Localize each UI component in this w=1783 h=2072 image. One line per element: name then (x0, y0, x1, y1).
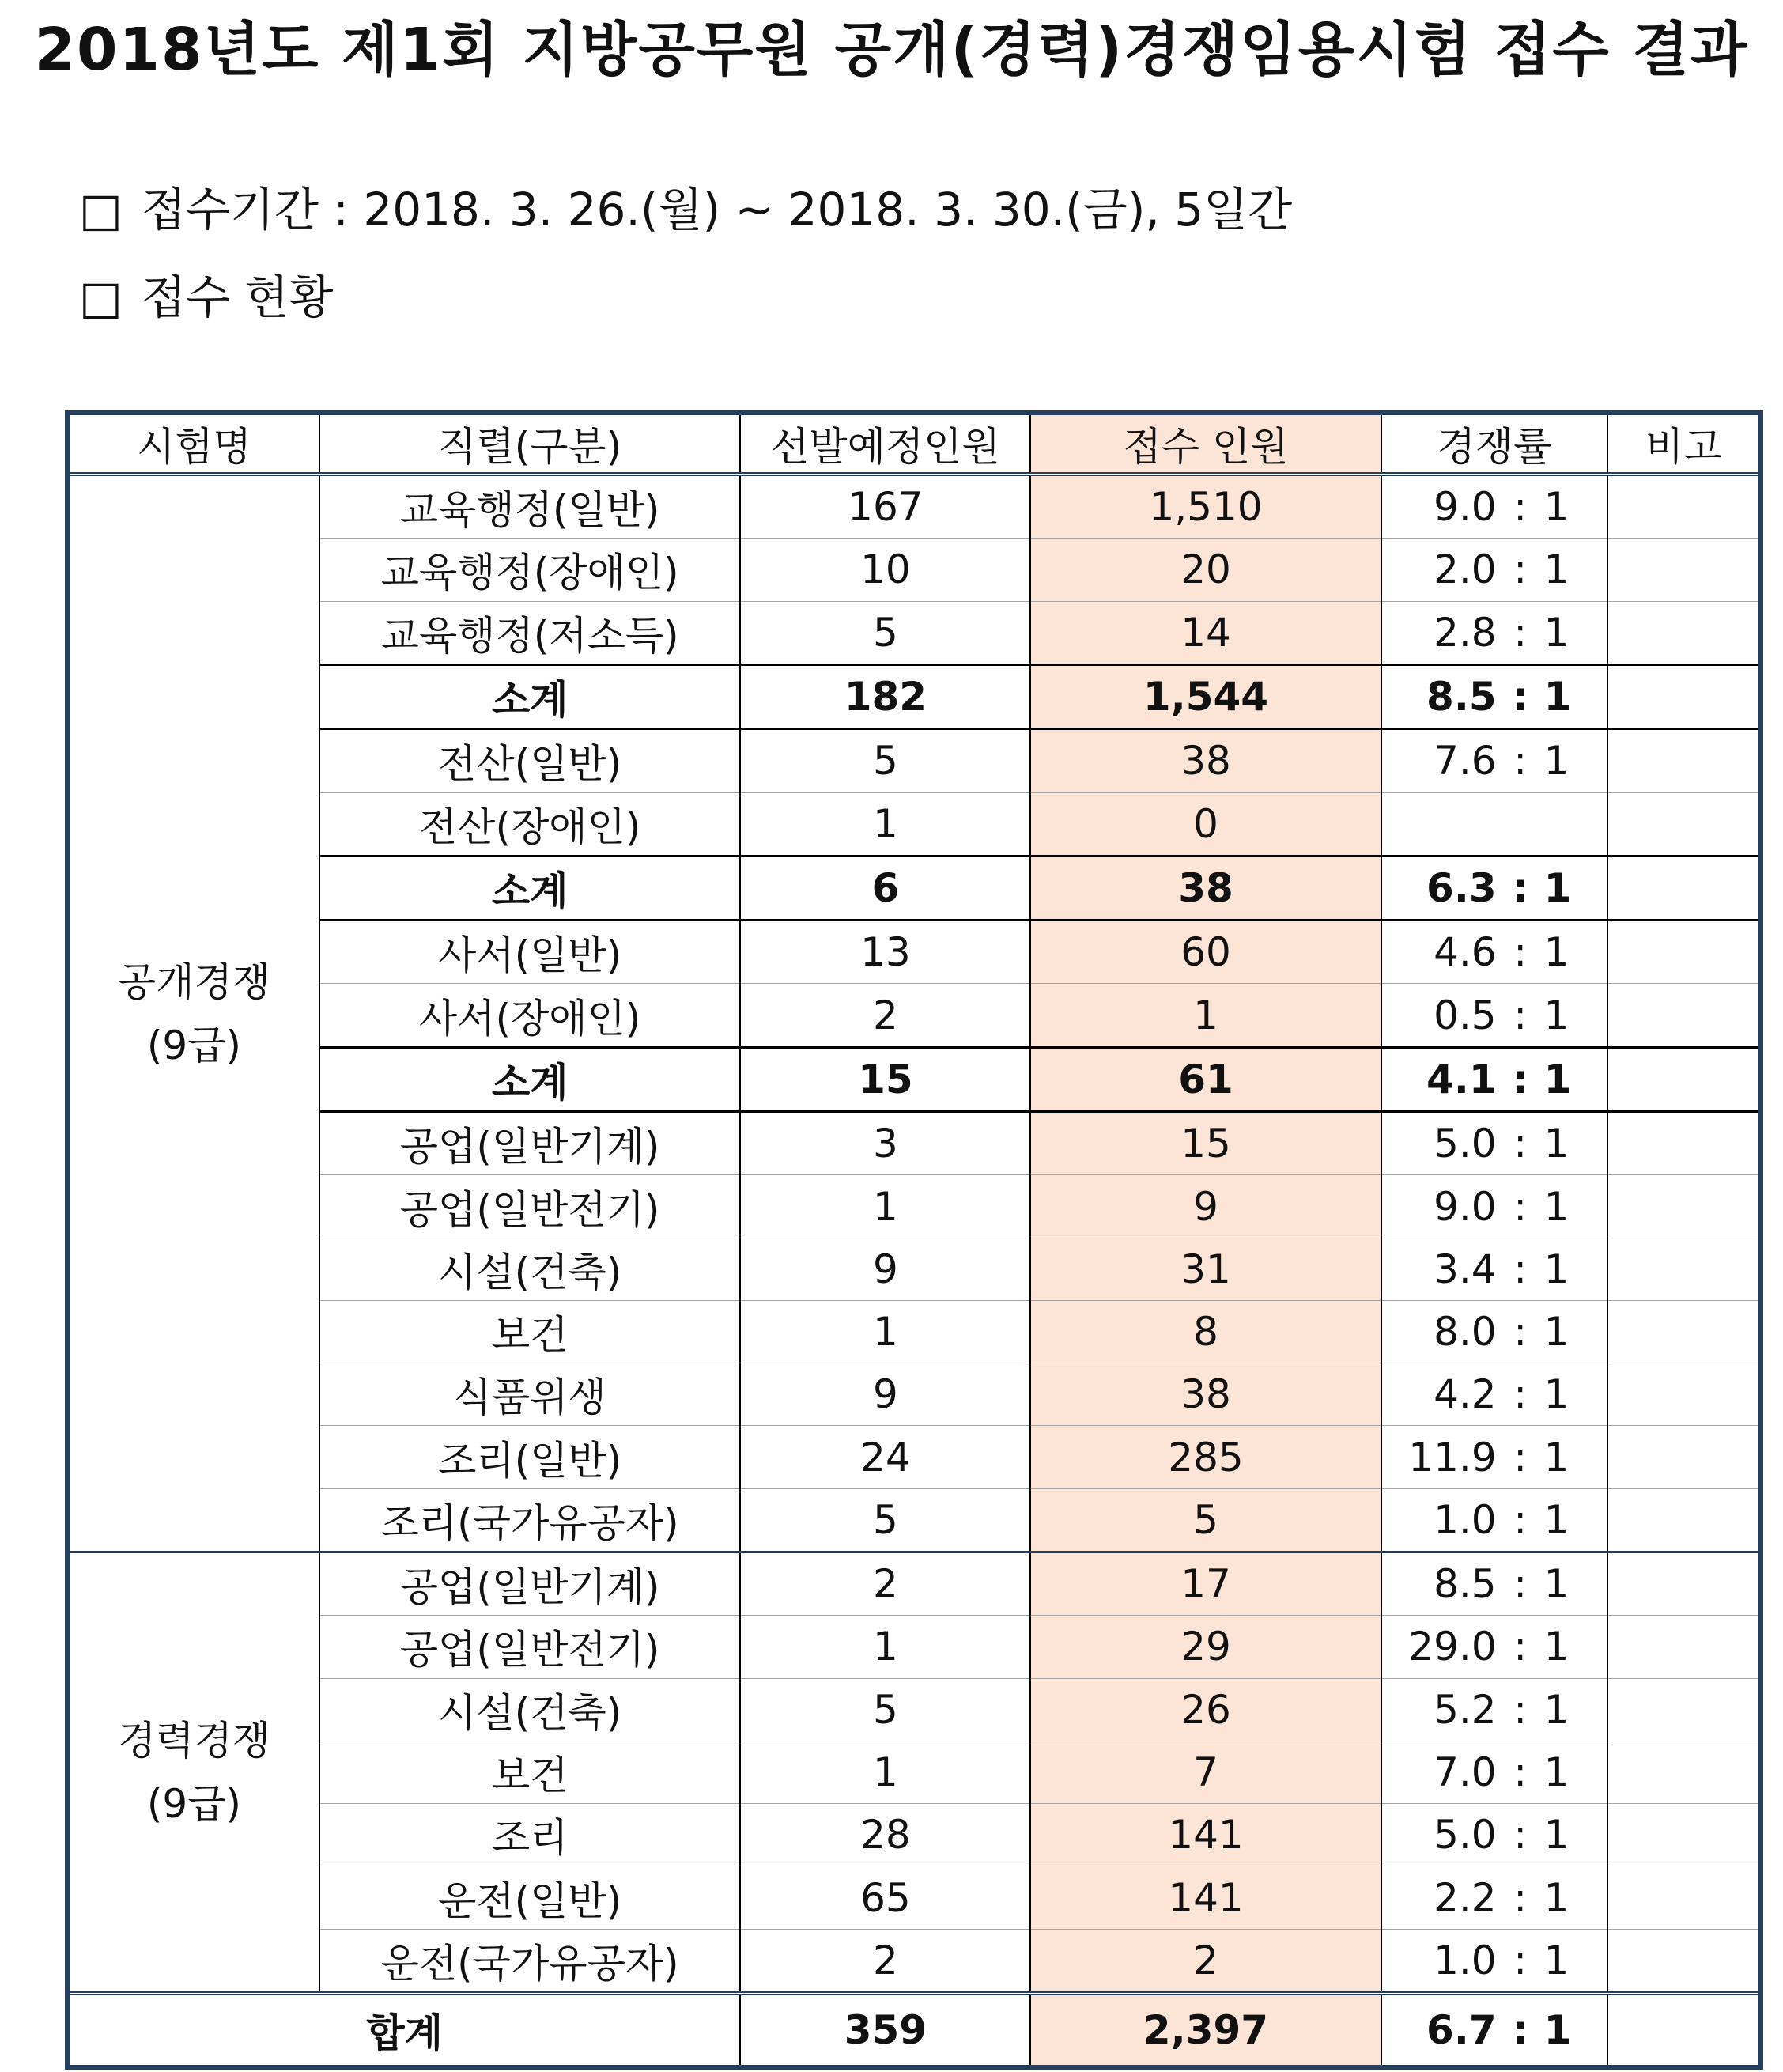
job-type-cell: 전산(장애인) (319, 792, 740, 856)
status-line (79, 266, 333, 329)
ratio-cell (1381, 601, 1608, 664)
ratio-cell (1381, 1175, 1608, 1238)
ratio-cell (1381, 792, 1608, 856)
table-row (67, 921, 1761, 984)
applied-cell: 38 (1030, 856, 1381, 920)
total-remarks (1607, 1994, 1761, 2067)
applied-cell: 15 (1030, 1112, 1381, 1175)
table-row (67, 475, 1761, 539)
planned-cell: 5 (740, 601, 1030, 664)
ratio-colon: : (1512, 865, 1528, 912)
job-type-cell: 공업(일반전기) (319, 1175, 740, 1238)
planned-cell: 24 (740, 1426, 1030, 1488)
applied-cell: 20 (1030, 539, 1381, 601)
table-row (67, 1678, 1761, 1741)
ratio-rhs: 1 (1543, 1874, 1570, 1921)
planned-cell: 167 (740, 475, 1030, 539)
subtotal-label: 소계 (319, 664, 740, 728)
applied-cell: 26 (1030, 1678, 1381, 1741)
ratio-value: 5.2 (1434, 1686, 1497, 1733)
ratio-value: 1.0 (1434, 1937, 1497, 1983)
ratio-cell (1381, 1112, 1608, 1175)
planned-cell: 6 (740, 856, 1030, 920)
remarks-cell (1607, 1741, 1761, 1803)
ratio-value: 2.8 (1434, 609, 1497, 656)
table-row (67, 1426, 1761, 1488)
remarks-cell (1607, 1866, 1761, 1929)
ratio-cell (1381, 1929, 1608, 1993)
planned-cell: 5 (740, 729, 1030, 792)
planned-cell: 1 (740, 1300, 1030, 1363)
table-row (67, 539, 1761, 601)
planned-cell: 2 (740, 984, 1030, 1047)
remarks-cell (1607, 664, 1761, 728)
remarks-cell (1607, 1488, 1761, 1552)
table-row (67, 1804, 1761, 1866)
ratio-value: 0.5 (1434, 992, 1497, 1038)
ratio-value: 6.7 (1426, 2007, 1497, 2053)
ratio-rhs: 1 (1543, 865, 1572, 912)
applied-cell: 9 (1030, 1175, 1381, 1238)
ratio-colon: : (1513, 1749, 1528, 1795)
results-table (65, 410, 1763, 2070)
job-type-cell: 공업(일반기계) (319, 1112, 740, 1175)
ratio-value: 8.0 (1434, 1309, 1497, 1355)
ratio-colon: : (1513, 609, 1528, 656)
ratio-cell (1381, 1678, 1608, 1741)
ratio-colon: : (1513, 1686, 1528, 1733)
applied-cell: 1 (1030, 984, 1381, 1047)
ratio-cell (1381, 1426, 1608, 1488)
job-type-cell: 교육행정(일반) (319, 475, 740, 539)
header-remarks: 비고 (1607, 413, 1761, 475)
ratio-colon: : (1513, 929, 1528, 976)
ratio-colon: : (1512, 2007, 1528, 2053)
ratio-cell (1381, 1238, 1608, 1300)
ratio-cell (1381, 1804, 1608, 1866)
total-applied: 2,397 (1030, 1994, 1381, 2067)
ratio-rhs: 1 (1543, 738, 1570, 785)
ratio-value: 7.6 (1434, 738, 1497, 785)
ratio-rhs: 1 (1543, 609, 1570, 656)
planned-cell: 65 (740, 1866, 1030, 1929)
ratio-cell (1381, 664, 1608, 728)
ratio-cell (1381, 921, 1608, 984)
header-planned: 선발예정인원 (740, 413, 1030, 475)
applied-cell: 31 (1030, 1238, 1381, 1300)
page-title: 2018년도 제1회 지방공무원 공개(경력)경쟁임용시험 접수 결과 (34, 16, 1749, 84)
job-type-cell: 사서(일반) (319, 921, 740, 984)
ratio-value: 8.5 (1426, 674, 1497, 720)
ratio-value: 9.0 (1434, 1183, 1497, 1230)
planned-cell: 5 (740, 1678, 1030, 1741)
ratio-rhs: 1 (1543, 1309, 1570, 1355)
remarks-cell (1607, 856, 1761, 920)
exam-group-grade: (9급) (146, 1781, 242, 1828)
job-type-cell: 운전(국가유공자) (319, 1929, 740, 1993)
ratio-colon: : (1513, 1624, 1528, 1670)
checkbox-square-icon: □ (79, 270, 123, 324)
ratio-value: 7.0 (1434, 1749, 1497, 1795)
ratio-rhs: 1 (1543, 1624, 1570, 1670)
table-row (67, 1238, 1761, 1300)
remarks-cell (1607, 792, 1761, 856)
ratio-rhs: 1 (1543, 1561, 1570, 1608)
applied-cell: 7 (1030, 1741, 1381, 1803)
ratio-rhs: 1 (1543, 1749, 1570, 1795)
subtotal-label: 소계 (319, 1047, 740, 1111)
table-row (67, 1175, 1761, 1238)
remarks-cell (1607, 1175, 1761, 1238)
applied-cell: 60 (1030, 921, 1381, 984)
job-type-cell: 보건 (319, 1300, 740, 1363)
total-label: 합계 (67, 1994, 740, 2067)
planned-cell: 1 (740, 792, 1030, 856)
remarks-cell (1607, 1929, 1761, 1993)
ratio-value: 1.0 (1434, 1496, 1497, 1543)
checkbox-square-icon: □ (79, 183, 123, 236)
remarks-cell (1607, 601, 1761, 664)
remarks-cell (1607, 1047, 1761, 1111)
ratio-rhs: 1 (1543, 929, 1570, 976)
planned-cell: 9 (740, 1238, 1030, 1300)
table-row (67, 1300, 1761, 1363)
header-applied: 접수 인원 (1030, 413, 1381, 475)
planned-cell: 15 (740, 1047, 1030, 1111)
ratio-rhs: 1 (1543, 1434, 1570, 1480)
ratio-rhs: 1 (1543, 1686, 1570, 1733)
table-row (67, 792, 1761, 856)
remarks-cell (1607, 1804, 1761, 1866)
ratio-colon: : (1513, 546, 1528, 593)
table-row (67, 729, 1761, 792)
planned-cell: 1 (740, 1175, 1030, 1238)
applied-cell: 38 (1030, 729, 1381, 792)
ratio-colon: : (1512, 1056, 1528, 1102)
applied-cell: 1,510 (1030, 475, 1381, 539)
ratio-cell (1381, 729, 1608, 792)
applied-cell: 5 (1030, 1488, 1381, 1552)
ratio-colon: : (1513, 1434, 1528, 1480)
ratio-cell (1381, 984, 1608, 1047)
applied-cell: 61 (1030, 1047, 1381, 1111)
header-job-type: 직렬(구분) (319, 413, 740, 475)
ratio-rhs: 1 (1543, 484, 1570, 531)
remarks-cell (1607, 729, 1761, 792)
planned-cell: 182 (740, 664, 1030, 728)
ratio-colon: : (1513, 738, 1528, 785)
ratio-rhs: 1 (1543, 1183, 1570, 1230)
subtotal-row (67, 664, 1761, 728)
ratio-value: 2.0 (1434, 546, 1497, 593)
planned-cell: 9 (740, 1363, 1030, 1426)
planned-cell: 5 (740, 1488, 1030, 1552)
ratio-value: 6.3 (1426, 865, 1497, 912)
applied-cell: 0 (1030, 792, 1381, 856)
exam-group-name: 경력경쟁 (117, 1718, 271, 1764)
remarks-cell (1607, 1112, 1761, 1175)
job-type-cell: 시설(건축) (319, 1678, 740, 1741)
job-type-cell: 시설(건축) (319, 1238, 740, 1300)
applied-cell: 1,544 (1030, 664, 1381, 728)
table-row (67, 984, 1761, 1047)
ratio-rhs: 1 (1543, 2007, 1572, 2053)
ratio-value: 9.0 (1434, 484, 1497, 531)
period-line (79, 178, 1292, 241)
ratio-cell (1381, 1300, 1608, 1363)
ratio-value: 4.1 (1426, 1056, 1497, 1102)
ratio-colon: : (1513, 1496, 1528, 1543)
job-type-cell: 조리(국가유공자) (319, 1488, 740, 1552)
job-type-cell: 조리(일반) (319, 1426, 740, 1488)
planned-cell: 28 (740, 1804, 1030, 1866)
table-row (67, 1929, 1761, 1993)
total-planned: 359 (740, 1994, 1030, 2067)
table-row (67, 1741, 1761, 1803)
ratio-colon: : (1513, 1246, 1528, 1292)
ratio-cell (1381, 1363, 1608, 1426)
ratio-rhs: 1 (1543, 1371, 1570, 1418)
ratio-cell (1381, 856, 1608, 920)
applied-cell: 17 (1030, 1552, 1381, 1616)
ratio-cell (1381, 1616, 1608, 1678)
applied-cell: 38 (1030, 1363, 1381, 1426)
ratio-cell (1381, 1047, 1608, 1111)
exam-group-cell (67, 1552, 319, 1994)
ratio-cell (1381, 475, 1608, 539)
ratio-colon: : (1513, 1121, 1528, 1167)
ratio-colon: : (1513, 1937, 1528, 1983)
job-type-cell: 교육행정(장애인) (319, 539, 740, 601)
ratio-rhs: 1 (1543, 1812, 1570, 1858)
table-row (67, 1112, 1761, 1175)
ratio-value: 5.0 (1434, 1812, 1497, 1858)
table-row (67, 1616, 1761, 1678)
ratio-value: 29.0 (1408, 1624, 1497, 1670)
exam-group-cell (67, 475, 319, 1552)
remarks-cell (1607, 1363, 1761, 1426)
ratio-value: 5.0 (1434, 1121, 1497, 1167)
ratio-rhs: 1 (1543, 546, 1570, 593)
job-type-cell: 조리 (319, 1804, 740, 1866)
exam-group-name: 공개경쟁 (117, 958, 271, 1005)
applied-cell: 141 (1030, 1804, 1381, 1866)
header-exam-name: 시험명 (67, 413, 319, 475)
planned-cell: 1 (740, 1741, 1030, 1803)
subtotal-row (67, 856, 1761, 920)
remarks-cell (1607, 475, 1761, 539)
job-type-cell: 사서(장애인) (319, 984, 740, 1047)
ratio-cell (1381, 1994, 1608, 2067)
ratio-rhs: 1 (1543, 1937, 1570, 1983)
ratio-rhs: 1 (1543, 1496, 1570, 1543)
table-row (67, 1866, 1761, 1929)
applied-cell: 8 (1030, 1300, 1381, 1363)
ratio-colon: : (1513, 1874, 1528, 1921)
ratio-rhs: 1 (1543, 1246, 1570, 1292)
ratio-value: 11.9 (1408, 1434, 1497, 1480)
planned-cell: 13 (740, 921, 1030, 984)
remarks-cell (1607, 1678, 1761, 1741)
ratio-cell (1381, 1488, 1608, 1552)
header-ratio: 경쟁률 (1381, 413, 1608, 475)
planned-cell: 2 (740, 1929, 1030, 1993)
job-type-cell: 보건 (319, 1741, 740, 1803)
job-type-cell: 교육행정(저소득) (319, 601, 740, 664)
ratio-value: 8.5 (1434, 1561, 1497, 1608)
ratio-value: 2.2 (1434, 1874, 1497, 1921)
table-body (67, 475, 1761, 2068)
remarks-cell (1607, 984, 1761, 1047)
status-text: 접수 현황 (141, 270, 334, 324)
planned-cell: 3 (740, 1112, 1030, 1175)
total-row (67, 1994, 1761, 2067)
planned-cell: 1 (740, 1616, 1030, 1678)
ratio-rhs: 1 (1543, 674, 1572, 720)
applied-cell: 141 (1030, 1866, 1381, 1929)
exam-group-grade: (9급) (146, 1022, 242, 1068)
job-type-cell: 식품위생 (319, 1363, 740, 1426)
job-type-cell: 전산(일반) (319, 729, 740, 792)
ratio-rhs: 1 (1543, 992, 1570, 1038)
ratio-value: 4.2 (1434, 1371, 1497, 1418)
remarks-cell (1607, 921, 1761, 984)
ratio-colon: : (1513, 1183, 1528, 1230)
subtotal-row (67, 1047, 1761, 1111)
ratio-colon: : (1513, 1812, 1528, 1858)
ratio-rhs: 1 (1543, 1056, 1572, 1102)
table-header-row (67, 413, 1761, 475)
planned-cell: 2 (740, 1552, 1030, 1616)
table-row (67, 1552, 1761, 1616)
ratio-rhs: 1 (1543, 1121, 1570, 1167)
ratio-colon: : (1513, 1371, 1528, 1418)
ratio-cell (1381, 1552, 1608, 1616)
ratio-colon: : (1513, 1561, 1528, 1608)
remarks-cell (1607, 1238, 1761, 1300)
ratio-value: 4.6 (1434, 929, 1497, 976)
ratio-colon: : (1512, 674, 1528, 720)
period-text: 접수기간 : 2018. 3. 26.(월) ~ 2018. 3. 30.(금), 5일간 (141, 183, 1293, 236)
table-row (67, 1363, 1761, 1426)
ratio-cell (1381, 1741, 1608, 1803)
applied-cell: 2 (1030, 1929, 1381, 1993)
remarks-cell (1607, 1300, 1761, 1363)
applied-cell: 285 (1030, 1426, 1381, 1488)
table-row (67, 1488, 1761, 1552)
remarks-cell (1607, 539, 1761, 601)
remarks-cell (1607, 1426, 1761, 1488)
job-type-cell: 운전(일반) (319, 1866, 740, 1929)
subtotal-label: 소계 (319, 856, 740, 920)
ratio-colon: : (1513, 992, 1528, 1038)
remarks-cell (1607, 1616, 1761, 1678)
job-type-cell: 공업(일반전기) (319, 1616, 740, 1678)
ratio-cell (1381, 539, 1608, 601)
table-row (67, 601, 1761, 664)
ratio-cell (1381, 1866, 1608, 1929)
remarks-cell (1607, 1552, 1761, 1616)
ratio-colon: : (1513, 1309, 1528, 1355)
planned-cell: 10 (740, 539, 1030, 601)
applied-cell: 14 (1030, 601, 1381, 664)
applied-cell: 29 (1030, 1616, 1381, 1678)
job-type-cell: 공업(일반기계) (319, 1552, 740, 1616)
ratio-value: 3.4 (1434, 1246, 1497, 1292)
ratio-colon: : (1513, 484, 1528, 531)
